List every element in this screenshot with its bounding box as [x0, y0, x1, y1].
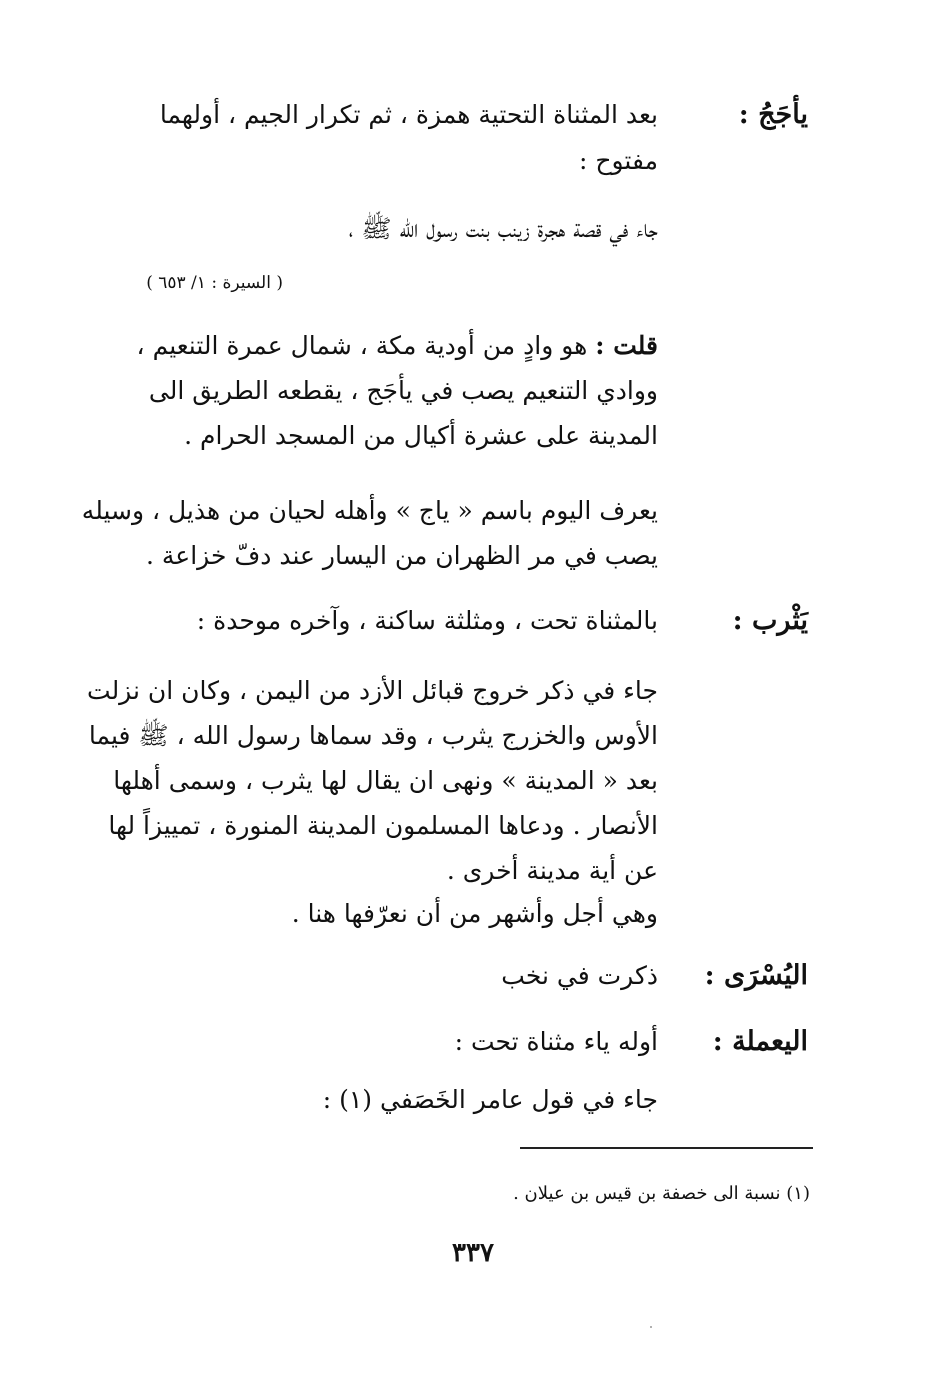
entry-yamala — [128, 1019, 808, 1065]
yathrib-line: بعد « المدينة » ونهى ان يقال لها يثرب ، وسمى أهلها — [113, 766, 658, 795]
definition-line: مفتوح : — [578, 146, 658, 175]
entry-definition — [128, 1019, 658, 1065]
definition-line: ذكرت في نخب — [501, 961, 658, 990]
footnote: (١) نسبة الى خصفة بن قيس بن عيلان . — [513, 1183, 810, 1204]
footnote-divider — [520, 1147, 813, 1149]
yathrib-paragraph — [87, 668, 658, 893]
definition-line: أوله ياء مثناة تحت : — [454, 1027, 658, 1056]
entry-headword: اليُسْرَى : — [704, 960, 808, 991]
qultu-paragraph — [137, 323, 658, 458]
entry-headword: يأجَجُ : — [738, 99, 808, 130]
entry-definition — [128, 92, 658, 184]
entry-headword: اليعملة : — [712, 1026, 808, 1057]
today-line: يعرف اليوم باسم « ياج » وأهله لحيان من هذيل ، وسيله — [81, 496, 658, 525]
scan-speck — [650, 1326, 652, 1328]
yathrib-closing: وهي أجل وأشهر من أن نعرّفها هنا . — [291, 899, 658, 928]
qultu-line — [137, 323, 658, 368]
entry-headword: يَثْرب : — [732, 605, 808, 636]
page-number: ٣٣٧ — [452, 1238, 494, 1268]
today-paragraph — [82, 488, 658, 578]
definition-line: بالمثناة تحت ، ومثلثة ساكنة ، وآخره موحدة : — [196, 606, 658, 635]
yathrib-line: الأنصار . ودعاها المسلمون المدينة المنورة ، تمييزاً لها — [108, 811, 658, 840]
qultu-line: ووادي التنعيم يصب في يأجَج ، يقطعه الطريق الى — [148, 376, 658, 405]
qultu-text: هو وادٍ من أودية مكة ، شمال عمرة التنعيم ، — [136, 331, 588, 360]
yajaj-citation: ( السيرة : ١/ ٦٥٣ ) — [146, 273, 283, 293]
entry-yusra — [128, 953, 808, 999]
yathrib-line: عن أية مدينة أخرى . — [446, 856, 658, 885]
qultu-line: المدينة على عشرة أكيال من المسجد الحرام . — [184, 421, 658, 450]
yathrib-line: الأوس والخزرج يثرب ، وقد سماها رسول الله ، ﷺ فيما — [88, 721, 658, 750]
entry-definition — [128, 953, 658, 999]
qultu-label: قلت : — [595, 331, 658, 360]
definition-line: بعد المثناة التحتية همزة ، ثم تكرار الجيم ، أولهما — [159, 100, 658, 129]
yajaj-usage: جاء في قصة هجرة زينب بنت رسول الله ﷺ ، — [348, 214, 658, 243]
entry-yathrib — [128, 598, 808, 644]
entry-yajaj — [128, 92, 808, 184]
entry-definition — [128, 598, 658, 644]
yamala-usage: جاء في قول عامر الخَصَفي (١) : — [322, 1085, 658, 1114]
today-line: يصب في مر الظهران من اليسار عند دفّ خزاعة . — [146, 541, 658, 570]
yathrib-line: جاء في ذكر خروج قبائل الأزد من اليمن ، وكان ان نزلت — [87, 676, 658, 705]
